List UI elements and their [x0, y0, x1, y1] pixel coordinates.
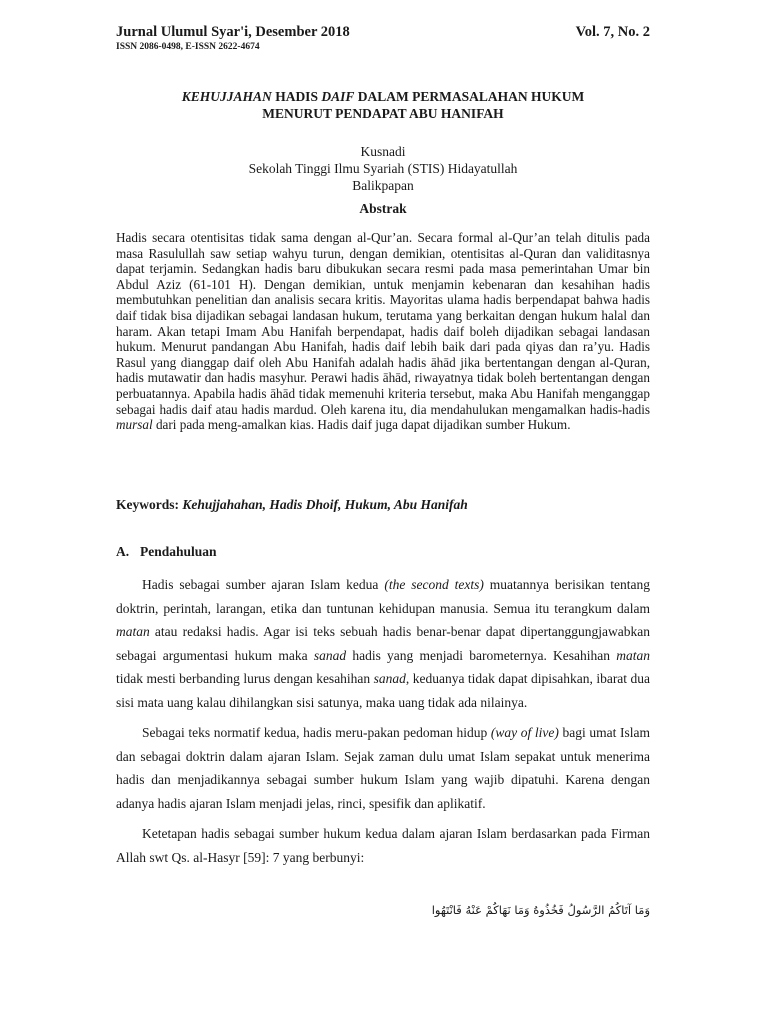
running-header [116, 24, 650, 41]
p1-seg: tidak mesti berbanding lurus dengan kesahihan [116, 671, 374, 686]
abstract-italic-term: mursal [116, 417, 153, 433]
section-heading [116, 544, 217, 560]
author-city: Balikpapan [352, 178, 414, 193]
title-line-2: MENURUT PENDAPAT ABU HANIFAH [262, 106, 504, 121]
paragraph-3: Ketetapan hadis sebagai sumber hukum kedua dalam ajaran Islam berdasarkan pada Firman Allah swt Qs. al-Hasyr [59]: 7 yang berbunyi: [116, 826, 650, 865]
abstract-text [116, 230, 650, 433]
quran-verse: وَمَا آتَاكُمُ الرَّسُولُ فَخُذُوهُ وَمَا نَهَاكُمْ عَنْهُ فَانْتَهُوا [431, 903, 650, 917]
issn-line: ISSN 2086-0498, E-ISSN 2622-4674 [116, 42, 260, 52]
title-italic-1: KEHUJJAHAN [181, 89, 272, 104]
p1-seg: muatannya berisikan tentang doktrin, perintah, larangan, etika dan tuntunan kehidupan manusia. Semua itu terangkum dalam [116, 577, 650, 616]
p1-seg: atau redaksi hadis. Agar isi teks sebuah hadis benar-benar dapat dipertanggungjawabkan sebagai argumentasi hukum maka [116, 624, 650, 663]
p1-seg: , keduanya tidak dapat dipisahkan, ibarat dua sisi mata uang kalau dihilangkan sisi satunya, maka uang tidak ada nilainya. [116, 671, 650, 710]
p2-seg: bagi umat Islam dan sebagai doktrin dalam ajaran Islam. Sejak zaman dulu umat Islam sepakat untuk menerima hadis dan menjadikannya sebagai sumber hukum Islam yang wajib dipatuhi. Karena dengan adanya hadis ajaran Islam menjadi jelas, rinci, spesifik dan aplikatif. [116, 725, 650, 811]
section-title: Pendahuluan [140, 544, 217, 559]
abstract-heading: Abstrak [359, 201, 407, 216]
paragraph-2 [116, 721, 650, 815]
title-italic-2: DAIF [321, 89, 355, 104]
abstract-end: dari pada meng-amalkan kias. Hadis daif juga dapat dijadikan sumber Hukum. [152, 417, 571, 433]
author-block [116, 143, 650, 194]
p1-italic: matan [616, 647, 650, 663]
section-number: A. [116, 544, 130, 559]
p1-seg: Hadis sebagai sumber ajaran Islam kedua [142, 577, 385, 592]
article-title [116, 88, 650, 122]
p1-italic: sanad [313, 647, 347, 663]
body-text [116, 573, 650, 876]
p2-italic: (way of live) [490, 725, 559, 740]
p2-seg: Sebagai teks normatif kedua, hadis meru-pakan pedoman hidup [142, 725, 491, 740]
abstract-main: Hadis secara otentisitas tidak sama dengan al-Qur’an. Secara formal al-Qur’an telah ditulis pada masa Rasulullah saw setiap wahyu turun, dengan demikian, otentisitas al-Quran dan validitasnya dapat terjamin. Sedangkan hadis baru dibukukan secara resmi pada masa pemerintahan Umar bin Abdul Aziz (61-101 H). Dengan demikian, untuk menjamin kebenaran dan kesahihan hadis membutuhkan penelitian dan analisis secara kritis. Mayoritas ulama hadis berpendapat bahwa hadis daif tidak bisa dijadikan sebagai landasan hukum, terutama yang berkaitan dengan hukum halal dan haram. Akan tetapi Imam Abu Hanifah berpendapat, hadis daif boleh dijadikan sebagai landasan hukum. Menurut pandangan Abu Hanifah, hadis daif lebih baik dari pada qiyas dan ra’yu. Hadis Rasul yang dianggap daif oleh Abu Hanifah adalah hadis āhād jika bertentangan dengan al-Quran, hadis mutawatir dan hadis masyhur. Perawi hadis āhād, riwayatnya tidak boleh bertentangan dengan perbuatannya. Apabila hadis āhād tidak memenuhi kriteria tersebut, maka Abu Hanifah menganggap sebagai hadis daif atau hadis mardud. Oleh karena itu, dia mendahulukan mengamalkan hadis-hadis [116, 230, 650, 417]
p1-italic: sanad [373, 671, 406, 686]
title-part-3: DALAM PERMASALAHAN HUKUM [354, 89, 585, 104]
author-name: Kusnadi [360, 144, 406, 159]
title-part-2: HADIS [271, 89, 322, 104]
keywords-values: Kehujjahahan, Hadis Dhoif, Hukum, Abu Hanifah [179, 497, 468, 512]
keywords [116, 497, 650, 513]
p1-seg: hadis yang menjadi barometernya. Kesahihan [346, 647, 617, 663]
keywords-label: Keywords: [116, 497, 179, 512]
p1-italic: (the second texts) [384, 577, 484, 592]
author-affiliation: Sekolah Tinggi Ilmu Syariah (STIS) Hidayatullah [248, 161, 518, 176]
paragraph-1 [116, 573, 650, 714]
journal-name: Jurnal Ulumul Syar'i, Desember 2018 [116, 24, 350, 40]
p1-italic: matan [116, 624, 150, 639]
volume-number: Vol. 7, No. 2 [575, 24, 650, 40]
title-line-1 [116, 88, 650, 105]
